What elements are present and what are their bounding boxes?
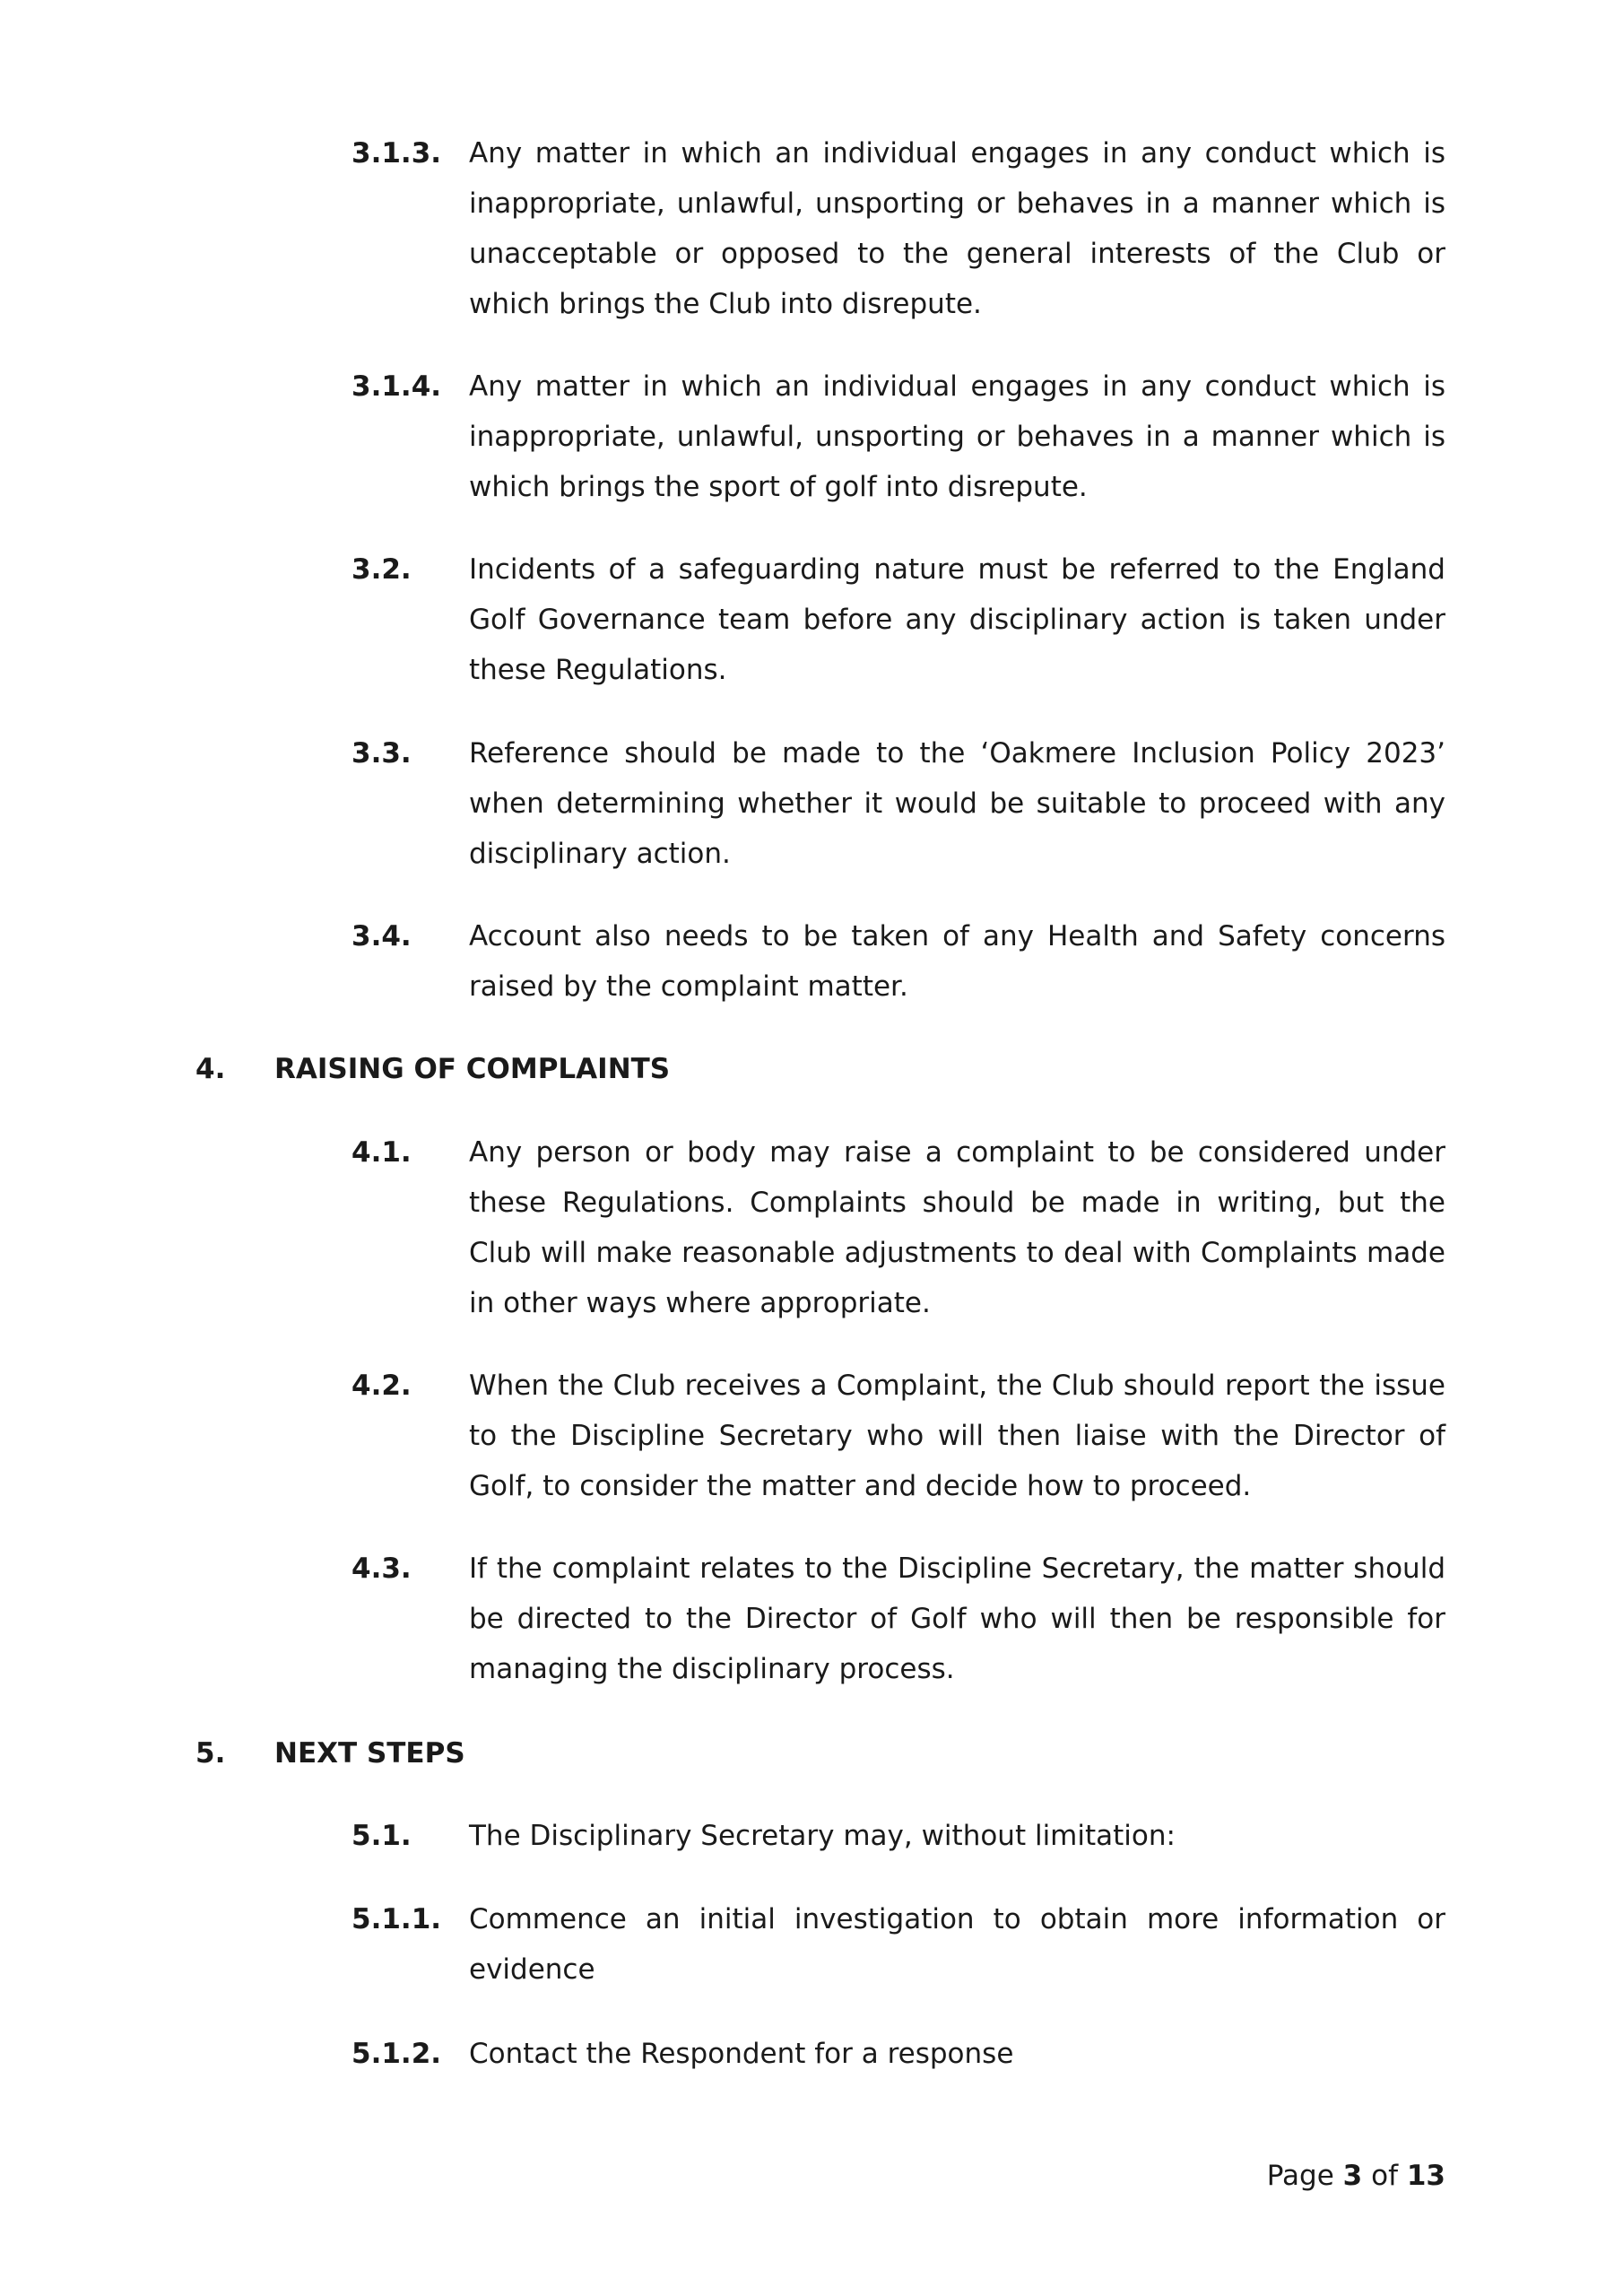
clause-text: The Disciplinary Secretary may, without limitation: <box>469 1820 1176 1852</box>
clause-text: Account also needs to be taken of any Health and Safety concerns raised by the complaint matter. <box>469 920 1445 1003</box>
current-page-number: 3 <box>1342 2160 1363 2192</box>
section-heading-5 <box>195 1728 465 1779</box>
clause-4-3 <box>352 1544 1445 1694</box>
clause-3-1-3 <box>352 128 1445 329</box>
clause-number: 3.2. <box>352 553 412 586</box>
clause-number: 4.3. <box>352 1552 412 1585</box>
clause-text: Any person or body may raise a complaint to be considered under these Regulations. Complaints should be made in writing, but the Club will make reasonable adjustments to deal with Complaints made in other ways where appropriate. <box>469 1136 1445 1319</box>
total-pages-number: 13 <box>1406 2160 1445 2192</box>
clause-text: Reference should be made to the ‘Oakmere Inclusion Policy 2023’ when determining whether it would be suitable to proceed with any disciplinary action. <box>469 737 1445 870</box>
section-heading-4 <box>195 1044 670 1094</box>
clause-text: If the complaint relates to the Discipline Secretary, the matter should be directed to the Director of Golf who will then be responsible for managing the disciplinary process. <box>469 1552 1445 1685</box>
clause-3-1-4 <box>352 361 1445 512</box>
clause-number: 3.4. <box>352 920 412 952</box>
clause-4-1 <box>352 1127 1445 1328</box>
section-number: 5. <box>195 1737 226 1770</box>
clause-3-4 <box>352 911 1445 1012</box>
clause-number: 5.1. <box>352 1820 412 1852</box>
page-word: Page <box>1266 2160 1334 2192</box>
clause-number: 3.3. <box>352 737 412 770</box>
clause-3-3 <box>352 728 1445 879</box>
clause-5-1 <box>352 1811 1445 1861</box>
of-word: of <box>1371 2160 1398 2192</box>
clause-number: 3.1.3. <box>352 137 442 170</box>
clause-number: 4.1. <box>352 1136 412 1169</box>
clause-4-2 <box>352 1361 1445 1511</box>
clause-3-2 <box>352 544 1445 695</box>
clause-number: 4.2. <box>352 1370 412 1402</box>
clause-text: Any matter in which an individual engages in any conduct which is inappropriate, unlawful, unsporting or behaves in a manner which is unacceptable or opposed to the general interests of the Club or which brings the Club into disrepute. <box>469 137 1445 320</box>
section-title: RAISING OF COMPLAINTS <box>274 1053 671 1085</box>
clause-text: Any matter in which an individual engages in any conduct which is inappropriate, unlawful, unsporting or behaves in a manner which is which brings the sport of golf into disrepute. <box>469 370 1445 503</box>
clause-5-1-2 <box>352 2029 1445 2079</box>
clause-text: Incidents of a safeguarding nature must be referred to the England Golf Governance team before any disciplinary action is taken under these Regulations. <box>469 553 1445 686</box>
clause-text: When the Club receives a Complaint, the Club should report the issue to the Discipline Secretary who will then liaise with the Director of Golf, to consider the matter and decide how to proceed. <box>469 1370 1445 1502</box>
clause-5-1-1 <box>352 1894 1445 1995</box>
clause-number: 5.1.2. <box>352 2038 442 2070</box>
section-number: 4. <box>195 1053 226 1085</box>
clause-text: Commence an initial investigation to obtain more information or evidence <box>469 1903 1445 1986</box>
clause-text: Contact the Respondent for a response <box>469 2038 1014 2070</box>
section-title: NEXT STEPS <box>274 1737 465 1770</box>
clause-number: 3.1.4. <box>352 370 442 403</box>
page-footer <box>1267 2151 1445 2201</box>
clause-number: 5.1.1. <box>352 1903 442 1935</box>
